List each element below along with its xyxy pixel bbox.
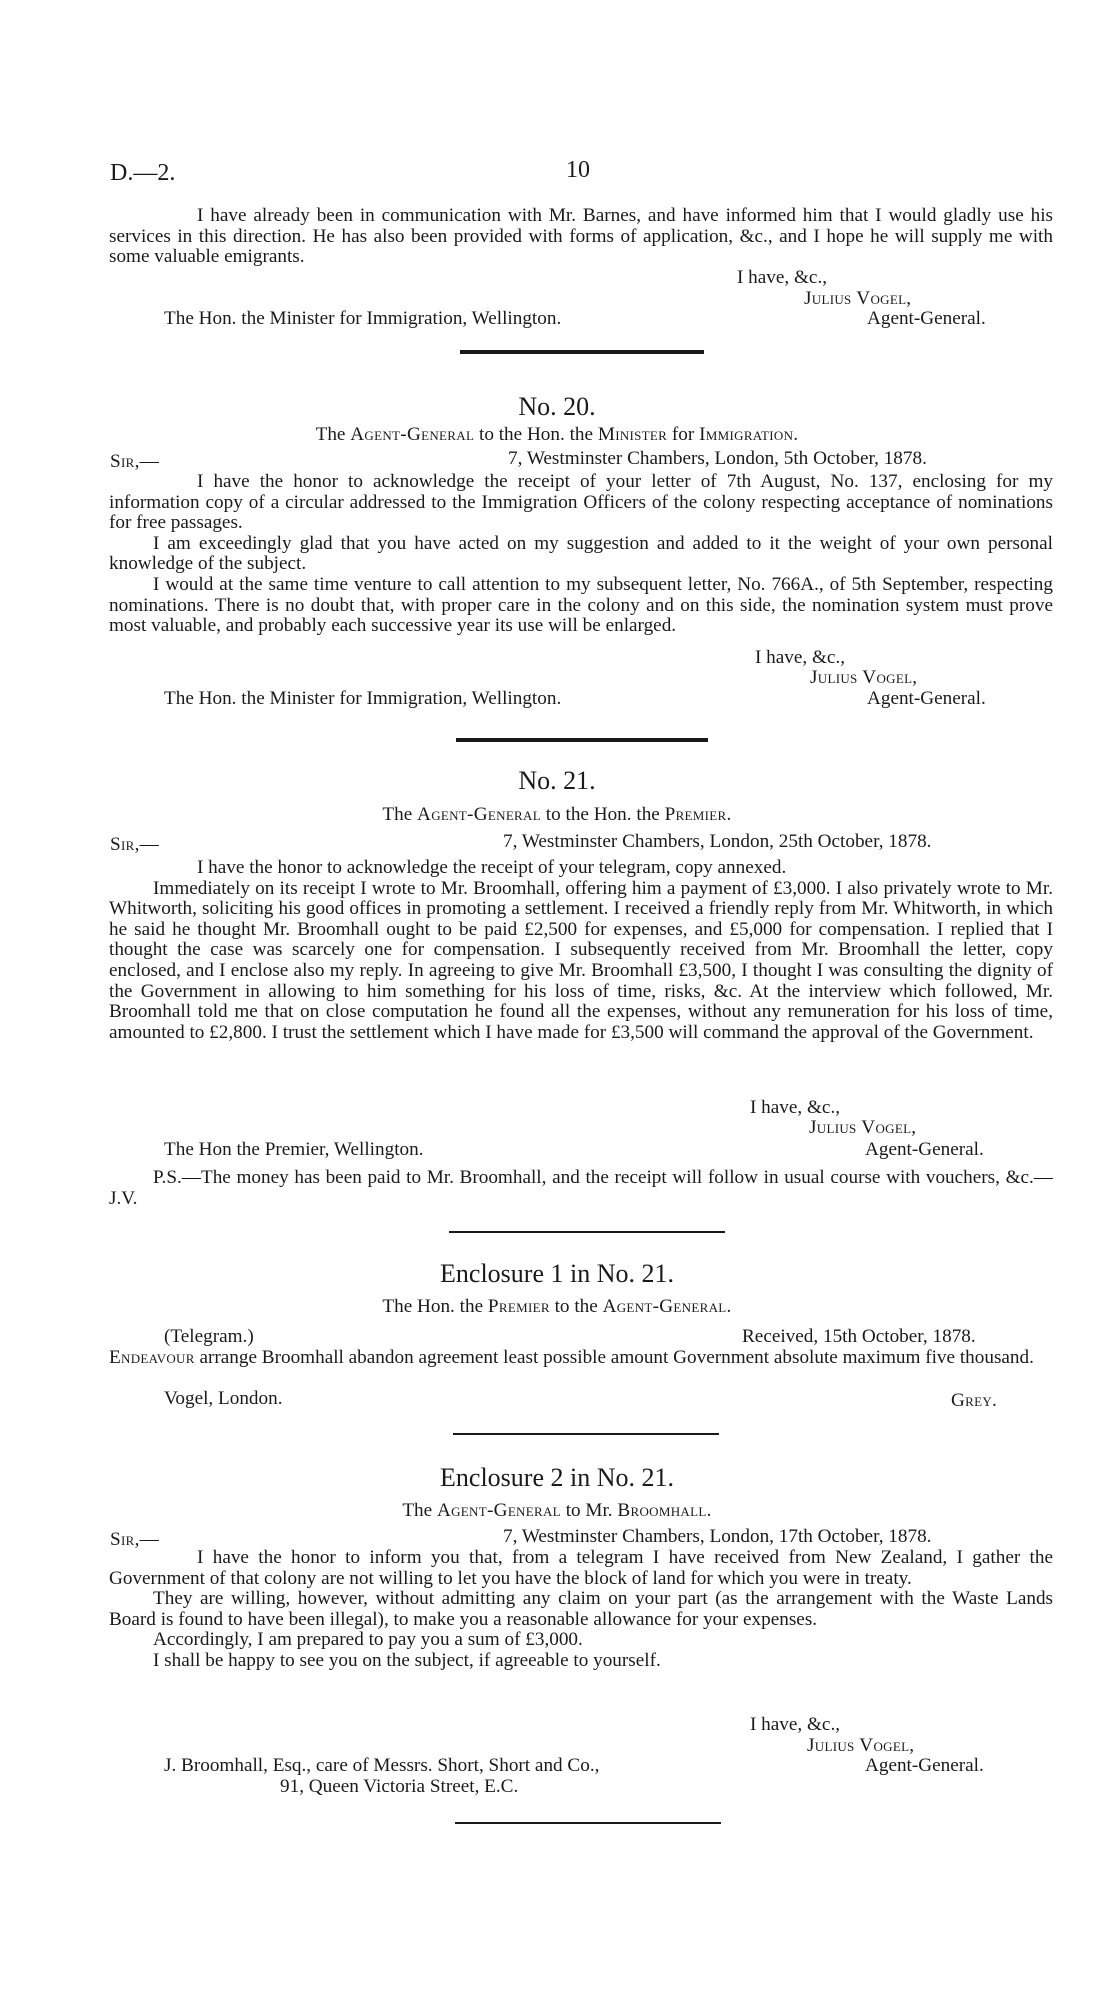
- section-rule: [456, 738, 708, 742]
- page-number: 10: [566, 157, 590, 183]
- enclosure2-paragraph: Accordingly, I am prepared to pay you a sum of £3,000.: [153, 1629, 583, 1651]
- no21-postscript: P.S.—The money has been paid to Mr. Broomhall, and the receipt will follow in usual course with vouchers, &c.—J.V.: [109, 1167, 1053, 1209]
- enclosure1-signature: Grey.: [951, 1390, 998, 1411]
- enclosure1-received: Received, 15th October, 1878.: [742, 1326, 976, 1347]
- no20-paragraph: I am exceedingly glad that you have acted on my suggestion and added to it the weight of your own personal knowledge of the subject.: [109, 532, 1053, 575]
- no21-salutation: Sir,—: [110, 834, 160, 855]
- document-reference: D.—2.: [110, 160, 176, 186]
- enclosure1-heading: Enclosure 1 in No. 21.: [440, 1259, 674, 1288]
- no20-subheading: The Agent-General to the Hon. the Minister for Immigration.: [315, 424, 799, 445]
- no21-paragraph: Immediately on its receipt I wrote to Mr. Broomhall, offering him a payment of £3,000. I also privately wrote to Mr. Whitworth, soliciting his good offices in promoting a settlement. I received a friendly reply from Mr. Whitworth, in which he said he thought Mr. Broomhall ought to be paid £2,500 for expenses, and £5,000 for compensation. I replied that I thought the case was scarcely one for compensation. I subsequently received from Mr. Broomhall the letter, copy enclosed, and I enclose also my reply. In agreeing to give Mr. Broomhall £3,500, I thought I was consulting the dignity of the Government in allowing to him something for his loss of time, risks, &c. At the interview which followed, Mr. Broomhall told me that on close computation he found all the expenses, without any remuneration for his loss of time, amounted to £2,800. I trust the settlement which I have made for £3,500 will command the approval of the Government.: [109, 877, 1053, 1043]
- enclosure1-label: (Telegram.): [164, 1326, 254, 1347]
- enclosure1-subheading: The Hon. the Premier to the Agent-General.: [382, 1296, 732, 1317]
- no21-closing: I have, &c.,: [750, 1097, 841, 1118]
- no21-postscript-block: [109, 1168, 1053, 1209]
- no20-signature: Julius Vogel,: [810, 667, 918, 688]
- no20-salutation: Sir,—: [110, 451, 160, 472]
- enclosure2-addressee-line2: 91, Queen Victoria Street, E.C.: [280, 1776, 519, 1797]
- no21-addressee: The Hon the Premier, Wellington.: [164, 1139, 424, 1160]
- no20-heading: No. 20.: [518, 392, 596, 421]
- enclosure2-title: Agent-General.: [865, 1755, 984, 1776]
- enclosure2-body: [109, 1548, 1053, 1672]
- section-rule: [449, 1231, 725, 1233]
- no21-address: 7, Westminster Chambers, London, 25th October, 1878.: [503, 831, 932, 852]
- no21-title: Agent-General.: [865, 1139, 984, 1160]
- no20-closing: I have, &c.,: [755, 647, 846, 668]
- enclosure2-paragraph: They are willing, however, without admitting any claim on your part (as the arrangement with the Waste Lands Board is found to have been illegal), to make you a reasonable allowance for your expenses.: [109, 1588, 1053, 1630]
- no21-subheading: The Agent-General to the Hon. the Premier.: [382, 804, 732, 825]
- no20-paragraph: I would at the same time venture to call attention to my subsequent letter, No. 766A., of 5th September, respecting nominations. There is no doubt that, with proper care in the colony and on this side, the nomination system must prove most valuable, and probably each successive year its use will be enlarged.: [109, 573, 1053, 637]
- no21-paragraph: I have the honor to acknowledge the receipt of your telegram, copy annexed.: [197, 857, 787, 878]
- no20-title: Agent-General.: [867, 688, 986, 709]
- top-letter-addressee: The Hon. the Minister for Immigration, Wellington.: [164, 308, 562, 329]
- section-rule: [455, 1822, 721, 1824]
- enclosure1-body: Endeavour arrange Broomhall abandon agreement least possible amount Government absolute maximum five thousand.: [109, 1347, 1034, 1368]
- enclosure2-paragraph: I have the honor to inform you that, from a telegram I have received from New Zealand, I gather the Government of that colony are not willing to let you have the block of land for which you were in treaty.: [109, 1547, 1053, 1589]
- section-rule: [460, 350, 704, 354]
- no20-addressee: The Hon. the Minister for Immigration, Wellington.: [164, 688, 562, 709]
- top-letter-closing: I have, &c.,: [737, 267, 828, 288]
- enclosure2-addressee-line1: J. Broomhall, Esq., care of Messrs. Short, Short and Co.,: [164, 1755, 600, 1776]
- enclosure2-signature: Julius Vogel,: [807, 1735, 915, 1756]
- no20-paragraph: I have the honor to acknowledge the receipt of your letter of 7th August, No. 137, enclosing for my information copy of a circular addressed to the Immigration Officers of the colony respecting acceptance of nominations for free passages.: [109, 471, 1053, 534]
- section-rule: [453, 1433, 719, 1435]
- no20-body: [109, 472, 1053, 637]
- enclosure2-address: 7, Westminster Chambers, London, 17th October, 1878.: [503, 1526, 932, 1547]
- enclosure2-subheading: The Agent-General to Mr. Broomhall.: [402, 1500, 712, 1521]
- no20-address: 7, Westminster Chambers, London, 5th October, 1878.: [508, 448, 927, 469]
- top-letter-title: Agent-General.: [867, 308, 986, 329]
- enclosure2-salutation: Sir,—: [110, 1529, 160, 1550]
- no21-signature: Julius Vogel,: [809, 1117, 917, 1138]
- enclosure1-addressee: Vogel, London.: [164, 1388, 283, 1409]
- top-letter-signature: Julius Vogel,: [804, 288, 912, 309]
- top-letter: [109, 206, 1053, 268]
- top-letter-body: I have already been in communication with Mr. Barnes, and have informed him that I would gladly use his services in this direction. He has also been provided with forms of application, &c., and I hope he will supply me with some valuable emigrants.: [109, 205, 1053, 268]
- enclosure1-body-block: [109, 1348, 1053, 1369]
- enclosure2-closing: I have, &c.,: [750, 1714, 841, 1735]
- enclosure2-paragraph: I shall be happy to see you on the subject, if agreeable to yourself.: [153, 1649, 661, 1671]
- no21-body: [109, 858, 1053, 1043]
- enclosure2-heading: Enclosure 2 in No. 21.: [440, 1463, 674, 1492]
- no21-heading: No. 21.: [518, 766, 596, 795]
